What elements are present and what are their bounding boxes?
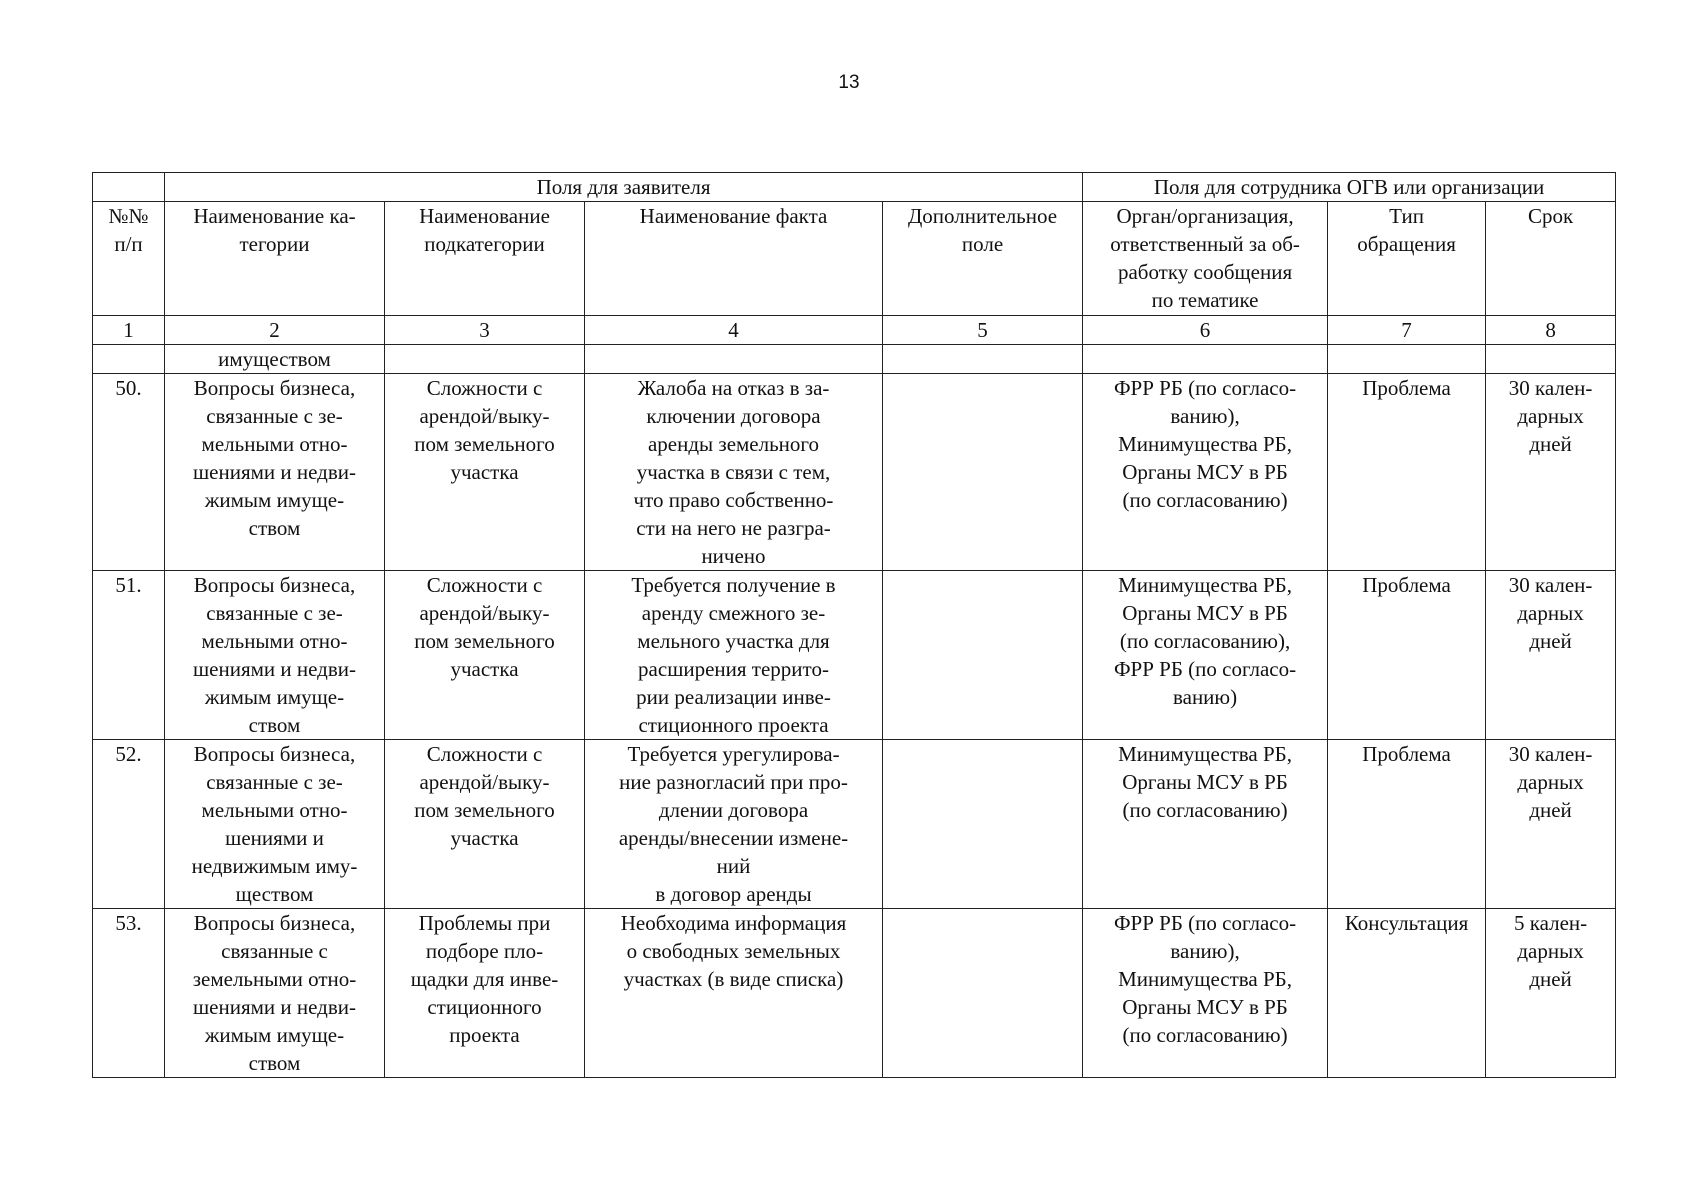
row-category: Вопросы бизнеса, связанные с зе- мельными отно- шениями и недви- жимым имуще- ством [165,571,385,740]
row-subcategory: Сложности с арендой/выку- пом земельного участка [385,374,585,571]
column-index: 5 [883,316,1083,345]
row-number: 50. [93,374,165,571]
column-header-row [93,202,1616,316]
row-organization: ФРР РБ (по согласо- ванию), Минимущества РБ, Органы МСУ в РБ (по согласованию) [1083,909,1328,1078]
column-header-organization: Орган/организация, ответственный за об- работку сообщения по тематике [1083,202,1328,316]
column-index: 7 [1328,316,1486,345]
table-row [93,374,1616,571]
row-organization: Минимущества РБ, Органы МСУ в РБ (по согласованию), ФРР РБ (по согласо- ванию) [1083,571,1328,740]
table-row [93,740,1616,909]
column-header-type: Тип обращения [1328,202,1486,316]
row-category: Вопросы бизнеса, связанные с зе- мельными отно- шениями и недвижимым иму- ществом [165,740,385,909]
page-number: 13 [838,72,860,93]
row-category: Вопросы бизнеса, связанные с земельными отно- шениями и недви- жимым имуще- ством [165,909,385,1078]
row-additional [883,571,1083,740]
row-additional [883,740,1083,909]
column-header-category: Наименование ка- тегории [165,202,385,316]
row-type: Проблема [1328,374,1486,571]
column-index-row [93,316,1616,345]
row-category: Вопросы бизнеса, связанные с зе- мельными отно- шениями и недви- жимым имуще- ством [165,374,385,571]
continuation-text: имуществом [165,345,385,374]
row-type: Проблема [1328,571,1486,740]
row-fact: Требуется получение в аренду смежного зе- мельного участка для расширения террито- рии реализации инве- стиционного проекта [585,571,883,740]
row-subcategory: Сложности с арендой/выку- пом земельного участка [385,571,585,740]
table-row [93,571,1616,740]
row-number: 51. [93,571,165,740]
row-organization: ФРР РБ (по согласо- ванию), Минимущества РБ, Органы МСУ в РБ (по согласованию) [1083,374,1328,571]
row-fact: Требуется урегулирова- ние разногласий при про- длении договора аренды/внесении измене- ний в договор аренды [585,740,883,909]
column-index: 8 [1486,316,1616,345]
column-index: 4 [585,316,883,345]
row-additional [883,374,1083,571]
group-header-applicant: Поля для заявителя [165,173,1083,202]
row-additional [883,909,1083,1078]
row-type: Консультация [1328,909,1486,1078]
row-term: 30 кален- дарных дней [1486,571,1616,740]
group-header-row [93,173,1616,202]
row-subcategory: Проблемы при подборе пло- щадки для инве- стиционного проекта [385,909,585,1078]
row-term: 30 кален- дарных дней [1486,374,1616,571]
group-header-employee: Поля для сотрудника ОГВ или организации [1083,173,1616,202]
topics-table [92,172,1616,1078]
column-header-term: Срок [1486,202,1616,316]
row-number: 53. [93,909,165,1078]
column-header-subcategory: Наименование подкатегории [385,202,585,316]
column-header-additional: Дополнительное поле [883,202,1083,316]
row-fact: Жалоба на отказ в за- ключении договора аренды земельного участка в связи с тем, что право собственно- сти на него не разгра- ничено [585,374,883,571]
column-index: 1 [93,316,165,345]
group-header-blank [93,173,165,202]
column-index: 6 [1083,316,1328,345]
column-header-number: №№ п/п [93,202,165,316]
row-number: 52. [93,740,165,909]
continuation-row [93,345,1616,374]
column-header-fact: Наименование факта [585,202,883,316]
row-type: Проблема [1328,740,1486,909]
table-row [93,909,1616,1078]
column-index: 3 [385,316,585,345]
row-subcategory: Сложности с арендой/выку- пом земельного участка [385,740,585,909]
row-fact: Необходима информация о свободных земельных участках (в виде списка) [585,909,883,1078]
row-organization: Минимущества РБ, Органы МСУ в РБ (по согласованию) [1083,740,1328,909]
row-term: 30 кален- дарных дней [1486,740,1616,909]
row-term: 5 кален- дарных дней [1486,909,1616,1078]
column-index: 2 [165,316,385,345]
